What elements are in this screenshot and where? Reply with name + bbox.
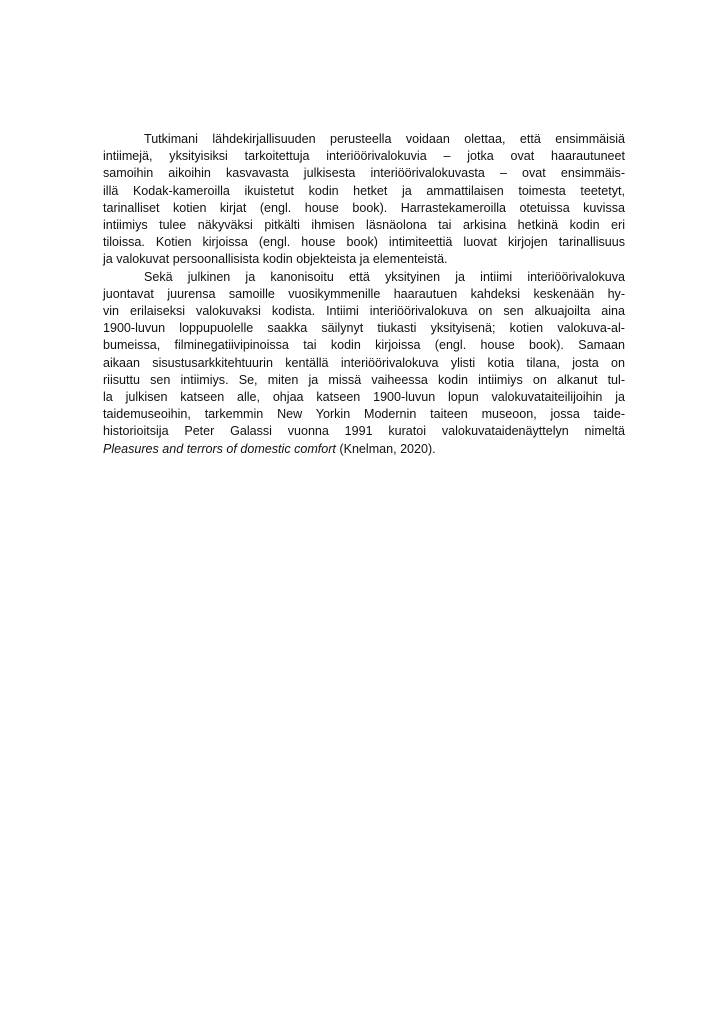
text-line: Sekä julkinen ja kanonisoitu että yksityinen ja intiimi interiöörivalokuva bbox=[144, 269, 625, 284]
paragraph-2 bbox=[103, 269, 625, 458]
text-line: intiimiys tulee näkyväksi pitkälti ihmisen läsnäolona tai arkisina hetkinä kodin eri bbox=[103, 218, 625, 233]
text-line: tiloissa. Kotien kirjoissa (engl. house book) intimiteettiä luovat kirjojen tarinallisuus bbox=[103, 235, 625, 250]
body-text bbox=[103, 131, 625, 458]
text-line: intiimejä, yksityisiksi tarkoitettuja interiöörivalokuvia – jotka ovat haarautuneet bbox=[103, 149, 625, 164]
text-line: samoihin aikoihin kasvavasta julkisesta interiöörivalokuvasta – ovat ensimmäis- bbox=[103, 166, 625, 181]
text-line: bumeissa, filminegatiivipinoissa tai kodin kirjoissa (engl. house book). Samaan bbox=[103, 338, 625, 353]
paragraph-1 bbox=[103, 131, 625, 269]
text-line: historioitsija Peter Galassi vuonna 1991 kuratoi valokuvataidenäyttelyn nimeltä bbox=[103, 424, 625, 439]
text-line bbox=[103, 441, 625, 458]
text-line: taidemuseoihin, tarkemmin New Yorkin Modernin taiteen museoon, jossa taide- bbox=[103, 407, 625, 422]
text-line: vin erilaiseksi valokuvaksi kodista. Intiimi interiöörivalokuva on sen alkuajoilta aina bbox=[103, 304, 625, 319]
text-line: la julkisen katseen alle, ohjaa katseen 1900-luvun lopun valokuvataiteilijoihin ja bbox=[103, 390, 625, 405]
text-line: tarinalliset kotien kirjat (engl. house book). Harrastekameroilla otetuissa kuvissa bbox=[103, 200, 625, 215]
text-line: illä Kodak-kameroilla ikuistetut kodin hetket ja ammattilaisen toimesta teetetyt, bbox=[103, 183, 625, 198]
text-line: aikaan sisustusarkkitehtuurin kentällä interiöörivalokuva ylisti kotia tilana, josta on bbox=[103, 355, 625, 370]
text-line: riisuttu sen intiimiys. Se, miten ja missä vaiheessa kodin intiimiys on alkanut tul- bbox=[103, 372, 625, 387]
text-line: 1900-luvun loppupuolelle saakka säilynyt tiukasti yksityisenä; kotien valokuva-al- bbox=[103, 321, 625, 336]
text-line: ja valokuvat persoonallisista kodin objekteista ja elementeistä. bbox=[103, 252, 448, 267]
text-line: Tutkimani lähdekirjallisuuden perusteella voidaan olettaa, että ensimmäisiä bbox=[144, 132, 625, 146]
text-line: juontavat juurensa samoille vuosikymmenille haarautuen kahdeksi keskenään hy- bbox=[103, 286, 625, 301]
citation: (Knelman, 2020). bbox=[335, 441, 436, 456]
exhibition-title: Pleasures and terrors of domestic comfort bbox=[103, 441, 336, 456]
